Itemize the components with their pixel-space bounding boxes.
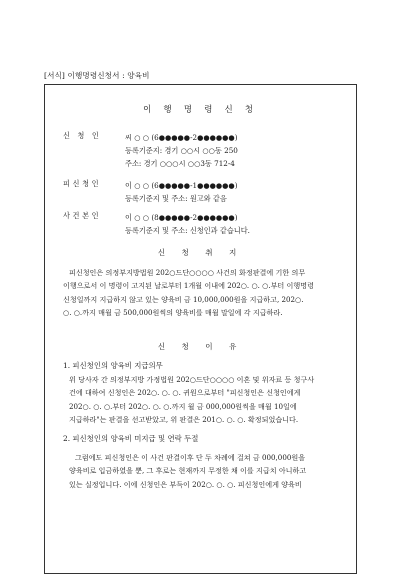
reason-2-title: 2. 피신청인의 양육비 미지급 및 연락 두절 [63, 434, 199, 443]
reason-1-line: 위 당사자 간 의정부지방 가정법원 202○드단○○○○ 이혼 및 위자료 등 청구사 [69, 375, 315, 384]
reason-1-title: 1. 피신청인의 양육비 지급의무 [63, 361, 163, 370]
applicant-address: 주소: 경기 ○○○시 ○○3동 712-4 [125, 159, 235, 168]
form-type-label: [서식] 이행명령신청서 : 양육비 [44, 71, 150, 80]
reasons-heading: 신 청 이 유 [157, 342, 244, 351]
reason-1-line: 지급하라"는 판결을 선고받았고, 위 판결은 201○. ○. ○. 확정되었습니다. [69, 415, 299, 425]
respondent-registry: 등록기준지 및 주소: 원고와 같음 [125, 194, 227, 203]
principal-name: 이 ○ ○ (8●●●●●-2●●●●●●) [125, 213, 238, 222]
reason-1-line: 202○. ○. ○.부터 202○. ○. ○.까지 월 금 000,000원씩을 매월 10일에 [69, 401, 297, 411]
reason-1-line: 건에 대하여 신청인은 202○. ○. ○. 귀원으로부터 "피신청인은 신청인에게 [69, 388, 301, 398]
respondent-name: 이 ○ ○ (6●●●●●-1●●●●●●) [125, 181, 238, 190]
applicant-registry: 등록기준지: 경기 ○○시 ○○동 250 [125, 146, 238, 155]
document-title: 이 행 명 령 신 청 [143, 104, 258, 114]
purpose-line: 피신청인은 의정부지방법원 202○드단○○○○ 사건의 화정판결에 기한 의무 [69, 268, 306, 277]
applicant-role: 신 청 인 [63, 131, 102, 140]
respondent-role: 피신청인 [63, 179, 102, 188]
applicant-name: 씨 ○ ○ (6●●●●●-2●●●●●●) [125, 133, 238, 142]
document-frame [44, 84, 357, 574]
reason-2-line: 있는 실정입니다. 이에 신청인은 부득이 202○. ○. ○. 피신청인에게 양육비 [69, 479, 302, 489]
purpose-line: 신청일까지 지급하지 않고 있는 양육비 금 10,000,000원을 지급하고, 202○. [63, 294, 304, 304]
purpose-line: 이행으로서 이 명령이 고지된 날로부터 1개월 이내에 202○. ○. ○.부터 이행명령 [63, 281, 314, 291]
purpose-line: ○. ○.까지 매월 금 500,000원씩의 양육비를 매월 말일에 각 지급하라. [63, 308, 283, 318]
principal-registry: 등록기준지 및 주소: 신청인과 같습니다. [125, 226, 250, 235]
principal-role: 사건본인 [63, 211, 102, 220]
reason-2-line: 그럼에도 피신청인은 이 사건 판결이후 단 두 차례에 걸쳐 금 000,000원을 [75, 453, 306, 462]
reason-1-paragraph [69, 373, 347, 427]
reason-2-line: 양육비로 입금하였을 뿐, 그 후로는 현재까지 무정한 채 이를 지급치 아니하고 [69, 466, 307, 476]
reason-2-paragraph [69, 451, 347, 491]
purpose-heading: 신 청 취 지 [157, 248, 244, 257]
purpose-paragraph [63, 266, 341, 320]
